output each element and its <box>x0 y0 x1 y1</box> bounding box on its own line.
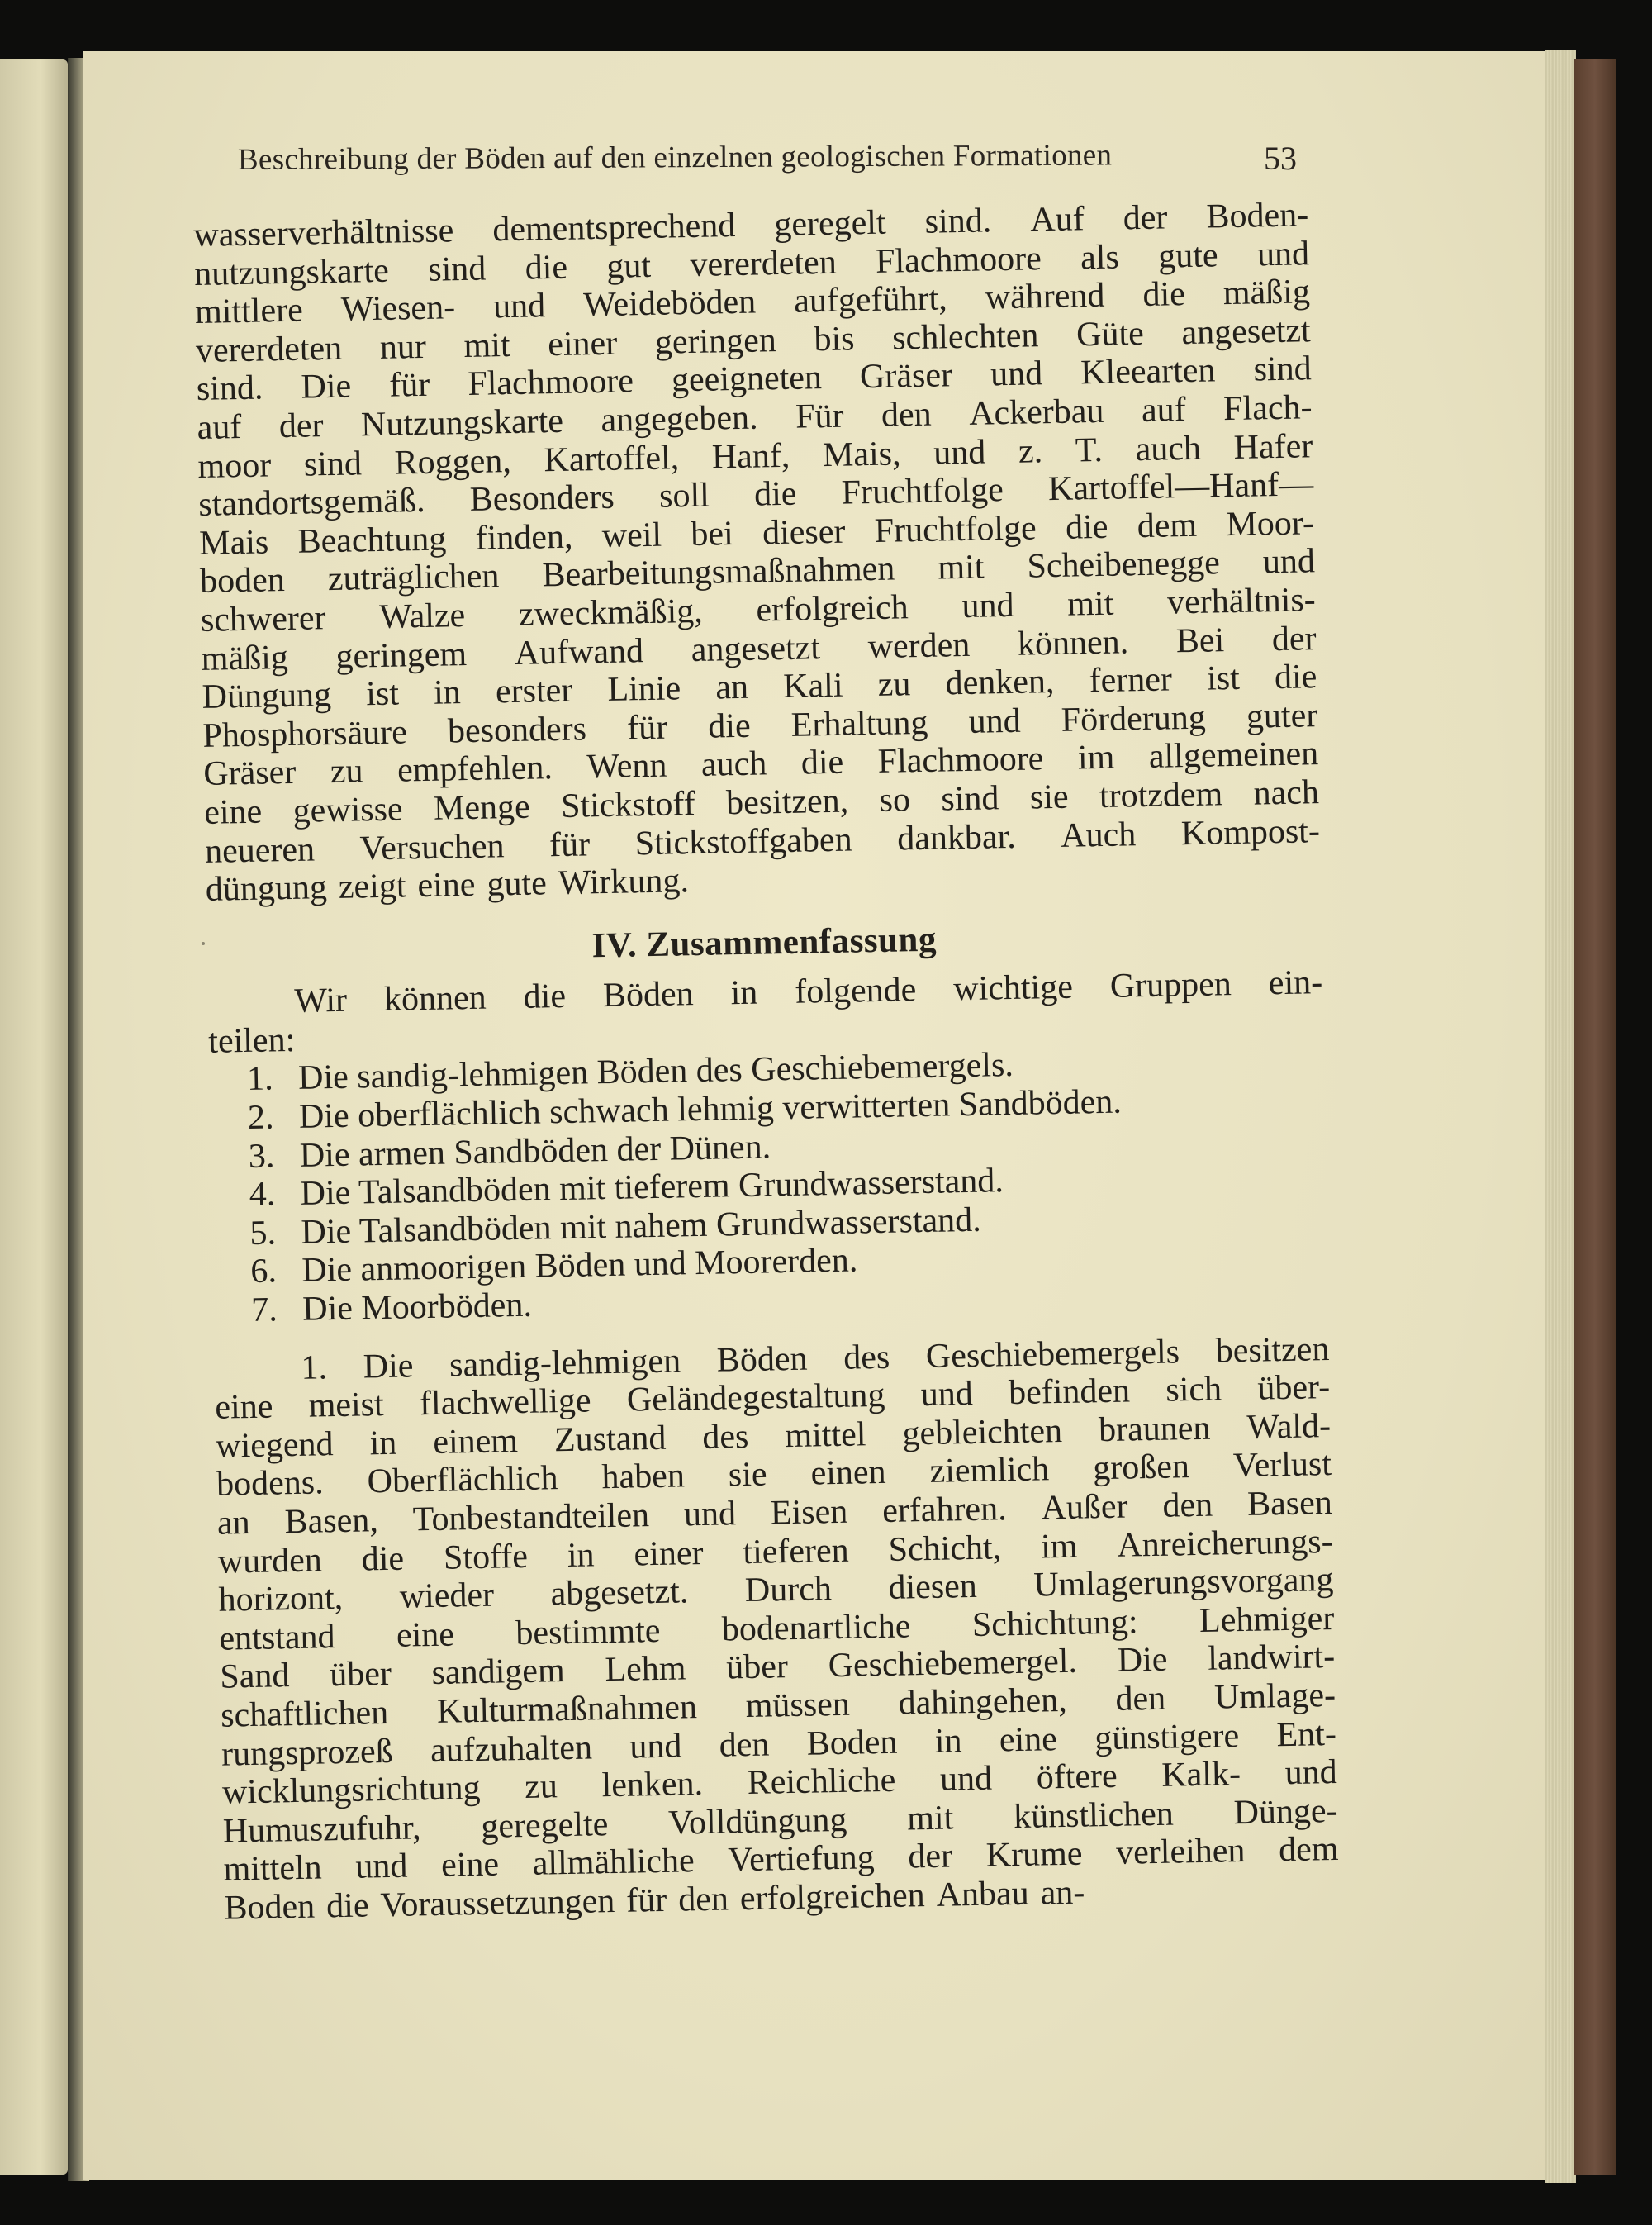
page-body <box>193 196 1340 1928</box>
text-line: schwerer Walze zweckmäßig, erfolgreich und mit verhältnis- <box>200 581 1317 639</box>
text-line: eine gewisse Menge Stickstoff besitzen, so sind sie trotzdem nach <box>203 773 1320 832</box>
text-line: horizont, wieder abgesetzt. Durch diesen Umlagerungsvorgang <box>218 1561 1334 1619</box>
text-line: mäßig geringem Aufwand angesetzt werden können. Bei der <box>201 619 1317 678</box>
paragraph-2 <box>214 1330 1340 1928</box>
running-title: Beschreibung der Böden auf den einzelnen geologischen Formationen <box>237 138 1113 177</box>
list-item-number: 7. <box>250 1291 278 1329</box>
text-line: 1. Die sandig-lehmigen Böden des Geschiebemergels besitzen <box>301 1329 1330 1387</box>
section-heading: IV. Zusammenfassung <box>591 920 938 965</box>
text-line: nutzungskarte sind die gut vererdeten Flachmoore als gute und <box>193 234 1310 293</box>
list-item-text: Die Talsandböden mit nahem Grundwasserstand. <box>301 1200 982 1252</box>
list-item-number: 4. <box>249 1175 276 1215</box>
text-line: wicklungsrichtung zu lenken. Reichliche und öftere Kalk- und <box>221 1753 1338 1812</box>
paragraph-1 <box>193 196 1321 909</box>
text-line: teilen: <box>207 1020 296 1061</box>
list-item-number: 5. <box>249 1214 277 1253</box>
back-cover <box>1574 59 1616 2175</box>
list-item-text: Die anmoorigen Böden und Moorerden. <box>301 1241 858 1291</box>
text-line: wurden die Stoffe in einer tieferen Schicht, im Anreicherungs- <box>217 1522 1334 1581</box>
list-item-text: Die Talsandböden mit tieferem Grundwasserstand. <box>300 1162 1004 1214</box>
list-item-text: Die Moorböden. <box>301 1286 533 1329</box>
list-item-text: Die oberflächlich schwach lehmig verwitterten Sandböden. <box>298 1082 1123 1136</box>
text-line: düngung zeigt eine gute Wirkung. <box>205 862 690 909</box>
text-line: mitteln und eine allmähliche Vertiefung der Krume verleihen dem <box>223 1830 1339 1890</box>
text-line: Düngung ist in erster Linie an Kali zu denken, ferner ist die <box>202 658 1317 717</box>
soil-group-list <box>209 1041 1329 1331</box>
text-line: auf der Nutzungskarte angegeben. Für den Ackerbau auf Flach- <box>197 388 1313 447</box>
list-item-number: 6. <box>249 1252 278 1291</box>
text-line: standortsgemäß. Besonders soll die Fruchtfolge Kartoffel—Hanf— <box>197 465 1314 525</box>
text-line: Wir können die Böden in folgende wichtige Gruppen ein- <box>294 963 1323 1021</box>
text-line: wiegend in einem Zustand des mittel gebleichten braunen Wald- <box>215 1406 1332 1466</box>
text-line: an Basen, Tonbestandteilen und Eisen erfahren. Außer den Basen <box>216 1483 1333 1543</box>
text-line: mittlere Wiesen- und Weideböden aufgeführt, während die mäßig <box>194 273 1311 332</box>
ink-speck <box>202 942 205 945</box>
text-line: sind. Die für Flachmoore geeigneten Gräser und Kleearten sind <box>196 349 1313 409</box>
text-line: vererdeten nur mit einer geringen bis schlechten Güte angesetzt <box>195 311 1312 370</box>
list-item-number: 3. <box>248 1137 275 1176</box>
text-line: Boden die Voraussetzungen für den erfolgreichen Anbau an- <box>224 1873 1085 1928</box>
list-item-number: 2. <box>247 1098 274 1138</box>
page-block-edges <box>1545 50 1576 2183</box>
text-line: boden zuträglichen Bearbeitungsmaßnahmen mit Scheibenegge und <box>199 542 1316 601</box>
list-item-number: 1. <box>246 1059 274 1099</box>
text-line: eine meist flachwellige Geländegestaltung und befinden sich über- <box>215 1368 1331 1427</box>
text-line: moor sind Roggen, Kartoffel, Hanf, Mais, und z. T. auch Hafer <box>197 426 1313 486</box>
text-line: entstand eine bestimmte bodenartliche Schichtung: Lehmiger <box>219 1599 1335 1658</box>
text-line: rungsprozeß aufzuhalten und den Boden in eine günstigere Ent- <box>221 1714 1337 1774</box>
facing-page-edge <box>0 59 68 2175</box>
text-line: Mais Beachtung finden, weil bei dieser Fruchtfolge die dem Moor- <box>198 503 1315 563</box>
text-line: Sand über sandigem Lehm über Geschiebemergel. Die landwirt- <box>219 1638 1336 1697</box>
text-line: bodens. Oberflächlich haben sie einen ziemlich großen Verlust <box>216 1445 1332 1505</box>
list-item-text: Die armen Sandböden der Dünen. <box>299 1128 771 1175</box>
text-line: Humuszufuhr, geregelte Volldüngung mit künstlichen Dünge- <box>222 1791 1338 1851</box>
text-line: wasserverhältnisse dementsprechend geregelt sind. Auf der Boden- <box>193 196 1309 254</box>
list-item-text: Die sandig-lehmigen Böden des Geschiebemergels. <box>297 1046 1014 1098</box>
text-line: neueren Versuchen für Stickstoffgaben dankbar. Auch Kompost- <box>204 811 1321 871</box>
text-line: Phosphorsäure besonders für die Erhaltung und Förderung guter <box>202 696 1318 755</box>
text-line: Gräser zu empfehlen. Wenn auch die Flachmoore im allgemeinen <box>202 735 1319 794</box>
page-number: 53 <box>1264 140 1297 177</box>
text-line: schaftlichen Kulturmaßnahmen müssen dahingehen, den Umlage- <box>220 1676 1336 1735</box>
